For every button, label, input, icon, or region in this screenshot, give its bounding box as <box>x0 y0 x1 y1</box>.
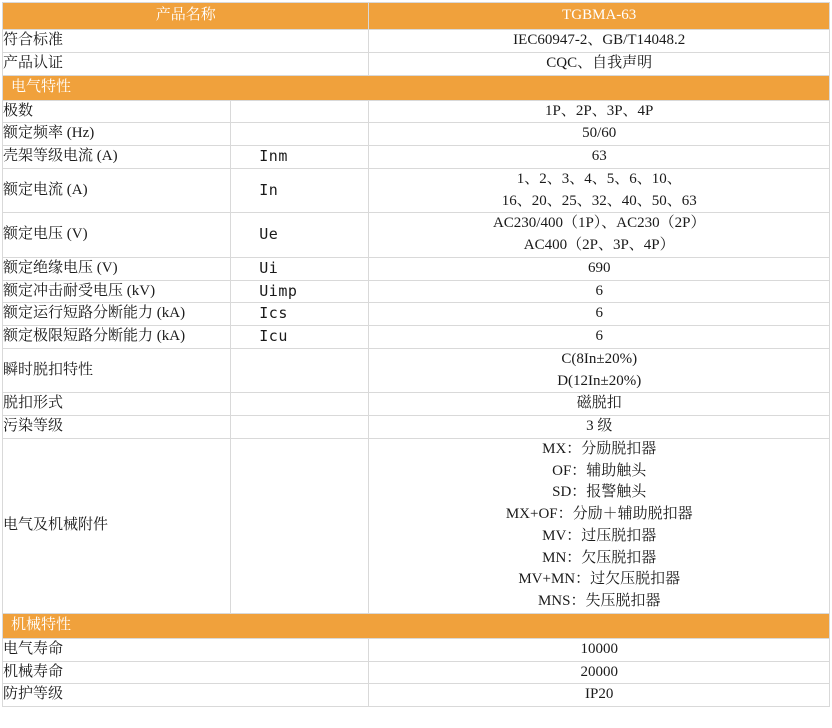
table-row <box>3 638 830 661</box>
table-row <box>3 416 830 439</box>
row-label: 额定电流 (A) <box>3 168 231 213</box>
header-product-model: TGBMA-63 <box>369 3 830 30</box>
row-label: 电气及机械附件 <box>3 438 231 613</box>
row-symbol: Inm <box>231 146 369 169</box>
table-row <box>3 303 830 326</box>
row-value <box>369 257 830 280</box>
row-value-line: 6 <box>595 328 603 344</box>
row-symbol <box>231 438 369 613</box>
row-value <box>369 280 830 303</box>
section-title: 机械特性 <box>3 613 830 638</box>
row-value <box>369 326 830 349</box>
table-row <box>3 280 830 303</box>
table-header-row <box>3 3 830 30</box>
row-symbol: Uimp <box>231 280 369 303</box>
row-value <box>369 213 830 258</box>
row-label: 防护等级 <box>3 684 369 707</box>
row-symbol: Ui <box>231 257 369 280</box>
row-symbol: In <box>231 168 369 213</box>
row-label: 额定极限短路分断能力 (kA) <box>3 326 231 349</box>
row-value-line: MNS：失压脱扣器 <box>537 593 661 609</box>
row-value-line: 16、20、25、32、40、50、63 <box>501 192 697 209</box>
row-value-line: MX+OF：分励＋辅助脱扣器 <box>505 506 693 522</box>
row-symbol <box>231 416 369 439</box>
section-header-electrical <box>3 75 830 100</box>
row-label: 额定运行短路分断能力 (kA) <box>3 303 231 326</box>
table-row <box>3 30 830 53</box>
row-label: 产品认证 <box>3 52 369 75</box>
row-symbol <box>231 100 369 123</box>
table-row <box>3 661 830 684</box>
table-row <box>3 684 830 707</box>
row-symbol: Ue <box>231 213 369 258</box>
row-symbol <box>231 393 369 416</box>
row-value-line: 63 <box>591 148 607 164</box>
row-value-line: AC400（2P、3P、4P） <box>523 237 675 253</box>
row-value <box>369 661 830 684</box>
row-label: 脱扣形式 <box>3 393 231 416</box>
row-label: 额定绝缘电压 (V) <box>3 257 231 280</box>
row-value-line: 20000 <box>580 663 618 680</box>
table-row <box>3 168 830 213</box>
row-label: 额定冲击耐受电压 (kV) <box>3 280 231 303</box>
row-value-line: 690 <box>587 259 611 276</box>
table-row <box>3 213 830 258</box>
section-header-mechanical <box>3 613 830 638</box>
row-symbol: Icu <box>231 326 369 349</box>
header-product-name: 产品名称 <box>3 3 369 30</box>
table-row <box>3 100 830 123</box>
table-row <box>3 52 830 75</box>
row-value <box>369 30 830 53</box>
row-value-line: C(8In±20%) <box>561 350 638 367</box>
row-value <box>369 348 830 393</box>
row-value <box>369 638 830 661</box>
row-value <box>369 438 830 613</box>
row-value-line: MN：欠压脱扣器 <box>542 549 657 566</box>
row-value-line: 3 级 <box>586 418 613 434</box>
row-label: 污染等级 <box>3 416 231 439</box>
row-value-line: CQC、自我声明 <box>546 54 653 71</box>
table-row <box>3 348 830 393</box>
row-value-line: IEC60947-2、GB/T14048.2 <box>513 32 686 48</box>
row-symbol <box>231 348 369 393</box>
table-row <box>3 146 830 169</box>
row-label: 瞬时脱扣特性 <box>3 348 231 393</box>
row-value <box>369 100 830 123</box>
row-value <box>369 123 830 146</box>
row-value <box>369 146 830 169</box>
table-row <box>3 257 830 280</box>
row-label: 电气寿命 <box>3 638 369 661</box>
row-label: 极数 <box>3 100 231 123</box>
row-value-line: 10000 <box>580 640 618 657</box>
table-row-accessories <box>3 438 830 613</box>
row-value-line: OF：辅助触头 <box>552 462 647 479</box>
row-value <box>369 684 830 707</box>
row-value <box>369 303 830 326</box>
row-value-line: D(12In±20%) <box>557 372 642 389</box>
row-label: 壳架等级电流 (A) <box>3 146 231 169</box>
row-value-line: MX：分励脱扣器 <box>542 440 657 457</box>
row-label: 额定频率 (Hz) <box>3 123 231 146</box>
section-title: 电气特性 <box>3 75 830 100</box>
row-value-line: MV：过压脱扣器 <box>542 527 657 544</box>
row-label: 符合标准 <box>3 30 369 53</box>
table-row <box>3 123 830 146</box>
row-label: 机械寿命 <box>3 661 369 684</box>
table-row <box>3 326 830 349</box>
row-symbol: Ics <box>231 303 369 326</box>
row-value-line: SD：报警触头 <box>552 484 647 501</box>
row-value-line: 50/60 <box>582 125 617 142</box>
row-value-line: MV+MN：过欠压脱扣器 <box>518 571 681 588</box>
row-value-line: 6 <box>595 305 603 322</box>
row-value-line: 6 <box>595 282 603 299</box>
row-value <box>369 416 830 439</box>
row-label: 额定电压 (V) <box>3 213 231 258</box>
table-row <box>3 393 830 416</box>
row-value <box>369 168 830 213</box>
row-value-line: IP20 <box>585 686 614 703</box>
product-spec-table <box>2 2 830 707</box>
row-value <box>369 52 830 75</box>
row-value <box>369 393 830 416</box>
row-value-line: AC230/400（1P）、AC230（2P） <box>492 215 706 232</box>
row-value-line: 1、2、3、4、5、6、10、 <box>516 170 682 187</box>
row-value-line: 1P、2P、3P、4P <box>545 102 654 119</box>
row-symbol <box>231 123 369 146</box>
row-value-line: 磁脱扣 <box>576 395 622 412</box>
